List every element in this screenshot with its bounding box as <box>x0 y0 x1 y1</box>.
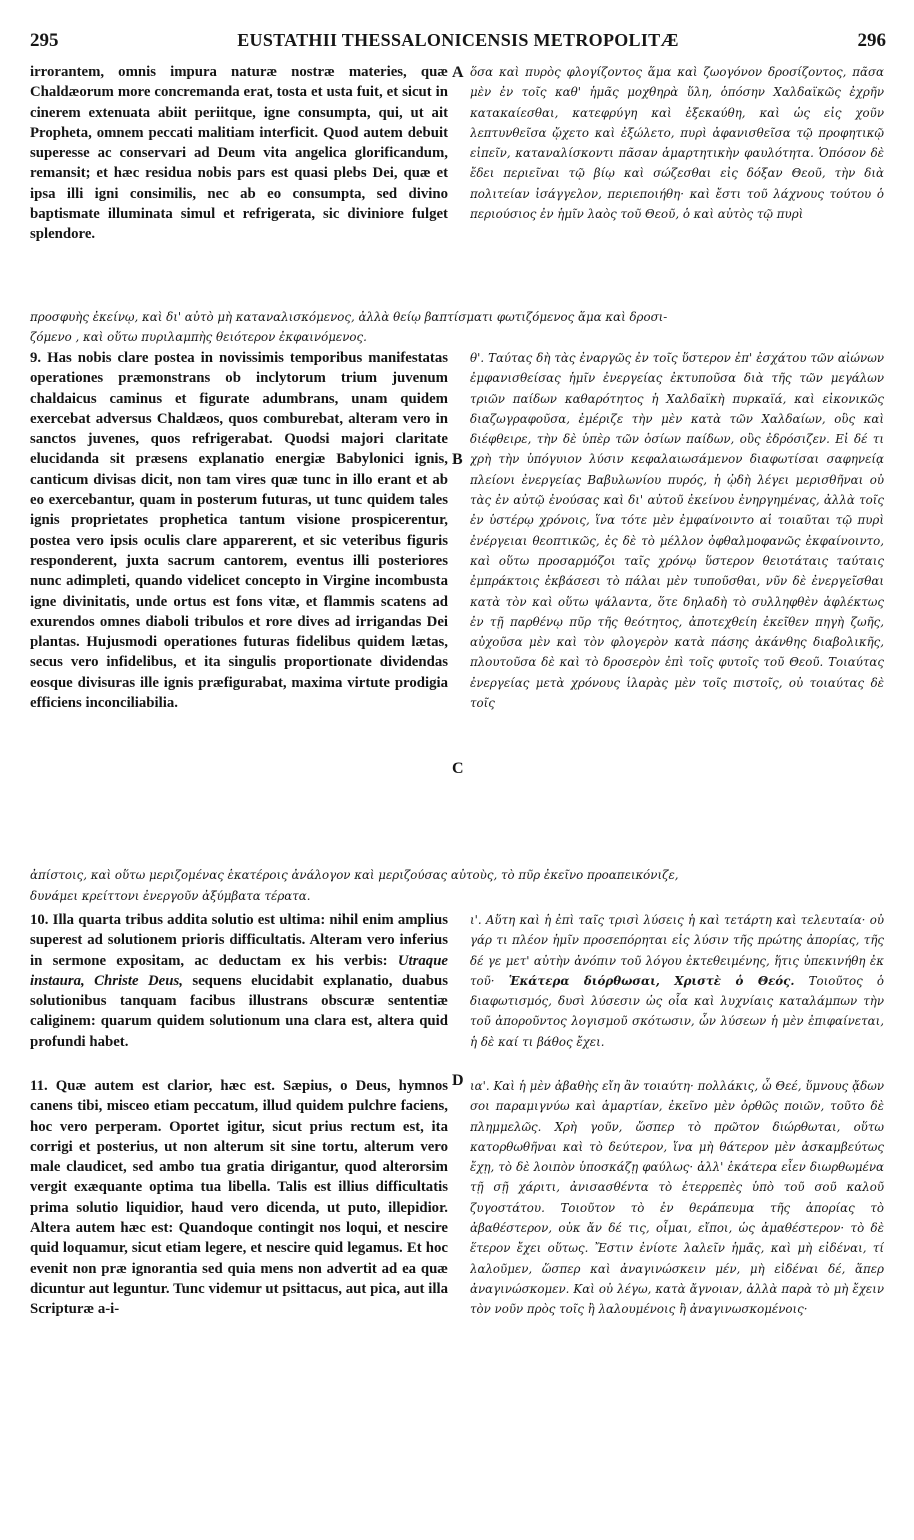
margin-marker-d: D <box>452 1072 464 1089</box>
page-header <box>30 30 886 58</box>
page-number-left: 295 <box>30 30 59 51</box>
greek-spanning-line: ἀπίστοις, καὶ οὕτω μεριζομένας ἑκατέροις ἀνάλογον καὶ μεριζούσας αὐτοὺς, τὸ πῦρ ἐκεῖνο προαπεικόνιζε, <box>30 868 679 882</box>
margin-marker-b: B <box>452 451 463 468</box>
margin-marker-c: C <box>452 760 464 777</box>
greek-paragraph-1: ὅσα καὶ πυρὸς φλογίζοντος ἅμα καὶ ζωογόνον δροσίζοντος, πᾶσα μὲν ἐν τοῖς καθ' ἡμᾶς μοχθηρὰ ὕλη, ὁπόσην Χαλδαϊκῶς ἐχρῆν κατακαίεσθαι, κατεφρύγη καὶ ἐξεκαύθη, καὶ ὡς εἰς χοῦν λεπτυνθεῖσα ᾤχετο καὶ ἐξώλετο, πυρὶ ἀφανισθεῖσα τῷ προφητικῷ εἰπεῖν, καταναλίσκοντι πᾶσαν ἁμαρτητικὴν φαυλότητα. Ὁπόσον δὲ ἔδει περιεῖναι τῷ βίῳ καὶ σώζεσθαι εἰς δόξαν Θεοῦ, τὴν διὰ πολιτείαν ἰσάγγελον, περιεποιήθη· καὶ ἔστι τοῦ λάχνους τούτου ὁ περιούσιος ἐν ἡμῖν λαὸς τοῦ Θεοῦ, ὁ καὶ αὐτὸς τῷ πυρὶ <box>470 65 884 222</box>
latin-paragraph-11: 11. Quæ autem est clarior, hæc est. Sæpius, o Deus, hymnos canens tibi, misceo etiam peccatum, illud quidem pulchre faciens, hoc vero perperam. Oportet igitur, sicut prius rectum est, ita corrigi et posterius, ut non alterum sit sine tortu, alterum vero male claudicet, sed ambo tua gratia dirigantur, quod alterorsim vergit exæquante optima tua libella. Talis est illius difficultatis prima solutio liquidior, haud vero dicenda, ut puto, illepidior. Altera autem hæc est: Quandoque contingit nos loqui, et nescire quid loquamur, sicut etiam legere, et nescire quid legamus. Et hoc evenit non præ ignorantia sed quia mens non advertit ad ea quæ dicuntur aut leguntur. Tunc videmur ut psittacus, aut pica, aut illa Scripturæ a-i- <box>30 1078 448 1318</box>
greek-text: Τοιοῦτος ὁ διαφωτισμός, δυσὶ λύσεσιν ὡς οἷα καὶ λυχνίαις καταλάμπων τὴν τοῦ ἀποροῦντος λογισμοῦ σκότωσιν, ὧν λύσεων ἡ μὲν ἐπιφαίνεται, ἡ δὲ καί τι βάθος ἔχει. <box>470 973 884 1049</box>
page-number-right: 296 <box>857 30 886 51</box>
greek-paragraph-9: θ'. Ταύτας δὴ τὰς ἐναργῶς ἐν τοῖς ὕστερον ἐπ' ἐσχάτου τῶν αἰώνων ἐμφανισθείσας ἡμῖν ἐνεργείας ἐκτυποῦσα διὰ τῆς τῶν μεγάλων τριῶν παίδων καθαρότητος ἡ Χαλδαϊκὴ πυρκαϊά, καὶ εἰκονικῶς διαζωγραφοῦσα, ἐμέριζε τὴν μὲν κατὰ τῶν Χαλδαίων, οὓς καὶ διέφθειρε, τὴν δὲ ὑπὲρ τῶν ὁσίων παίδων, οὓς ἐδρόσιζεν. Εἰ δέ τι χρὴ τὴν ὑπόγυιον λύσιν κεφαλαιωσάμενον διαφωτίσαι σαφηνείᾳ πλείονι ἐνεργείας Βαβυλωνίου πυρός, ἡ ᾠδὴ λέγει μερισθῆναι οὐ τὰς ἐν αὐτῷ ἐνούσας καὶ δι' αὐτοῦ ἐκείνου ἐνηργημένας, ἀλλὰ τοῖς ἐν ὑστέρῳ χρόνοις, ἵνα τότε μὲν ἐμφαίνοιντο αἱ τοιαῦται τῷ πυρὶ ἐνέργειαι θεοπτικῶς, ἐς δὲ τὸ μέλλον ὀφθαλμοφανῶς ἐκφαίνοιντο, καὶ οὕτω προσαρμόζοι ταῖς χρόνῳ ὕστερον θειοτάταις ταύταις ἐμπράκτοις ἐκβάσεσι τὸ πάλαι μὲν τυποῦσθαι, νῦν δὲ ἐνεργεῖσθαι κατὰ τὸν καὶ οὕτω ψάλαντα, ὅτε δηλαδὴ τὸ συλληφθὲν ἀφλέκτως ἐν τῇ παρθένῳ πῦρ τῆς θεότητος, ἀποτεχθείη ἐκεῖθεν πηγὴ ζωῆς, αὐχοῦσα μὲν καὶ τὸν φλογερὸν κατὰ πάσης ἀκάνθης διαβολικῆς, πλουτοῦσα δὲ καὶ τὸ δροσερὸν ἐπὶ τοῖς φυτοῖς τοῦ Θεοῦ. Τοιαύτας ἐνεργείας μετὰ χρόνους ἱλαρὰς μὲν τοῖς πιστοῖς, οὐ τοιαύτας δὲ τοῖς <box>470 351 884 711</box>
greek-spanning-line: προσφυὴς ἐκείνῳ, καὶ δι' αὐτὸ μὴ καταναλισκόμενος, ἀλλὰ θείῳ βαπτίσματι φωτιζόμενος ἅμα καὶ δροσι- <box>30 310 668 324</box>
latin-text: 10. Illa quarta tribus addita solutio est ultima: nihil enim amplius superest ad solutionem prioris difficultatis. Alteram vero inferius in sermone expositam, ac deductam ex his verbis: <box>30 912 448 969</box>
greek-paragraph-11: ια'. Καὶ ἡ μὲν ἀβαθὴς εἴη ἂν τοιαύτη· πολλάκις, ὦ Θεέ, ὕμνους ᾄδων σοι παραμιγνύω καὶ ἁμαρτίαν, ἐκεῖνο μὲν ὀρθῶς ποιῶν, τοῦτο δὲ πλημμελῶς. Χρὴ γοῦν, ὥσπερ τὸ πρῶτον διώρθωται, οὕτω κατορθωθῆναι καὶ τὸ δεύτερον, ἵνα μὴ θάτερον μὲν ἀσκαμβεύτως ἔχῃ, τὸ δὲ λοιπὸν ὑποσκάζῃ φαύλως· ἀλλ' ἑκάτερα εἶεν διωρθωμένα τῇ σῇ χάριτι, ἀνισασθέντα τὸ ἑτερρεπὲς ὑπὸ τοῦ σοῦ καλοῦ ζυγοστάτου. Τοιοῦτον τὸ ἐν θεράπευμα τῆς ἀπορίας τὸ ἀβαθέστερον, οὐκ ἄν δέ τις, οἶμαι, εἴποι, ὡς ἀμαθέστερον· τὸ δὲ ἕτερον ἔχει οὕτως. Ἔστιν ἐνίοτε λαλεῖν ἡμᾶς, καὶ μὴ εἰδέναι, τί λαλοῦμεν, ὥσπερ καὶ ἀναγινώσκειν μέν, μὴ εἰδέναι δέ, ἅπερ ἀναγινώσκομεν. Καὶ οὐ λέγω, κατὰ ἄγνοιαν, ἀλλὰ παρὰ τὸ μὴ ἔχειν τὸν νοῦν πρὸς τοῖς ἢ λαλουμένοις ἢ ἀναγινωσκομένοις· <box>470 1079 884 1317</box>
greek-text: ι'. Αὕτη καὶ ἡ ἐπὶ ταῖς τρισὶ λύσεις ἡ καὶ τετάρτη καὶ τελευταία· οὐ γάρ τι πλέον ἡμῖν προσεπόρηται εἰς λύσιν τῆς πρώτης ἀπορίας, τῆς δέ γε μετ' αὐτὴν ἀνόπιν τοῦ λόγου ἐκτεθειμένης, ἥτις ὑπεκινήθη ἐκ τοῦ· <box>470 913 884 988</box>
latin-paragraph-9: 9. Has nobis clare postea in novissimis temporibus manifestatas operationes præmonstrans ob inclytorum trium juvenum chaldaicus caminus et figurate adumbrans, unam quidem exercebat adversus Chaldæos, quos comburebat, alteram vero in sanctos juvenes, quos refrigerabat. Quodsi majori claritate elucidanda sit præsens explanatio energiæ Babylonici ignis, canticum divisas dicit, non tam vires quæ tunc in illo erant et ab eo exercebantur, quam in posterum futuras, ut tunc quidem tales ignis proprietates prophetica tantum visione prospicerentur, postea vero ipsis oculis clare apparerent, et sic veteribus figuris responderent, juxta sacrum cantorem, eventus illi posteriores nunc adimpleti, quando videlicet concepto in Virgine incombusta igne divinitatis, unde ortus est fons vitæ, et flammis scatens ad exurendos omnes diaboli tribulos et rore dives ad irrigandas Dei plantas. Hujusmodi operationes futuras fidelibus quidem lætas, secus vero infidelibus, et ita singulis proportionate dividendas eosque divisuras ille ignis præfigurabat, maxima virtute prodigia efficiens inconciliabilia. <box>30 350 448 712</box>
margin-marker-a: A <box>452 64 464 81</box>
greek-spanning-line: δυνάμει κρείττονι ἐνεργοῦν ἀξύμβατα τέρατα. <box>30 889 311 903</box>
running-title: EUSTATHII THESSALONICENSIS METROPOLITÆ <box>237 30 679 50</box>
latin-paragraph-1: irrorantem, omnis impura naturæ nostræ materies, quæ Chaldæorum more concremanda erat, tosta et usta fuit, et sicut in cinerem extenuata abiit periitque, igne consumpta, qui, ut ait Propheta, omnem peccati malitiam interficit. Quod autem debuit superesse ac conservari ad Deum vita angelica glorificandum, remansit; et hæc residua nobis pars est quasi plebs Dei, quæ et ipsa illi igni consimilis, nec ab eo consumpta, sed divino baptismate illuminata simul et refrigerata, sic diviniore fulget splendore. <box>30 64 448 243</box>
greek-spanning-line: ζόμενο , καὶ οὕτω πυριλαμπὴς θειότερον ἐκφαινόμενος. <box>30 330 367 344</box>
greek-quote: Ἑκάτερα διόρθωσαι, Χριστὲ ὁ Θεός. <box>508 973 795 988</box>
latin-text: sequens elucidabit explanatio, duabus solutionibus tanquam facibus illustrans obscuræ sententiæ caliginem: quarum quidem solutionum una clara est, altera quid profundi habet. <box>30 972 448 1050</box>
greek-paragraph-10 <box>470 910 884 1074</box>
latin-paragraph-10 <box>30 910 448 1074</box>
latin-quote: Utraque instaura, Christe Deus, <box>30 952 448 989</box>
